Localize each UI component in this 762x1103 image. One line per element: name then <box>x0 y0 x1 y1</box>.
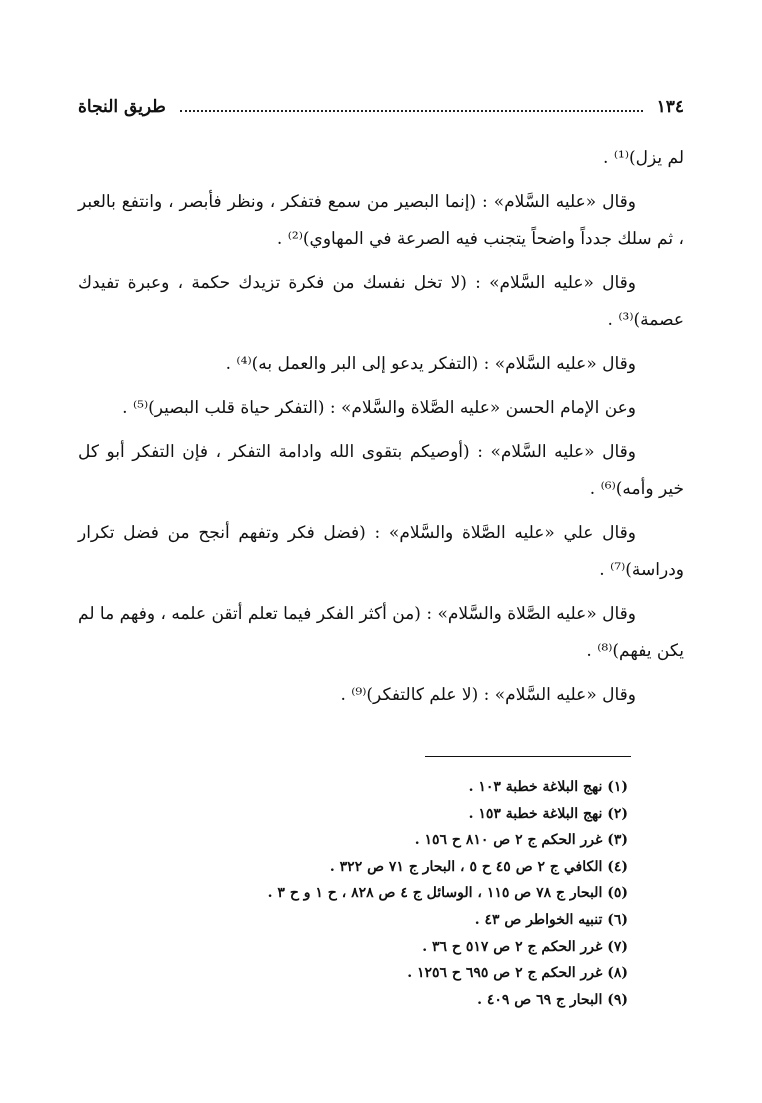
paragraph: لم يزل)⁽¹⁾ . <box>603 148 684 168</box>
header-dotted-leader <box>180 110 643 112</box>
page-number: ١٣٤ <box>656 97 684 117</box>
main-text <box>78 140 684 721</box>
paragraph: وقال «عليه السَّلام» : (لا علم كالتفكر)⁽⁹⁾ . <box>340 685 636 705</box>
paragraph: وقال «عليه السَّلام» : (التفكر يدعو إلى البر والعمل به)⁽⁴⁾ . <box>225 354 636 374</box>
paragraph: وقال «عليه السَّلام» : (أوصيكم بتقوى الله وادامة التفكر ، فإن التفكر أبو كل خير وأمه)⁽⁶⁾ . <box>78 442 684 499</box>
footnotes <box>78 774 684 1013</box>
footnote: (٣) غرر الحكم ج ٢ ص ٨١٠ ح ١٥٦ . <box>414 832 628 849</box>
footnote: (٩) البحار ج ٦٩ ص ٤٠٩ . <box>477 991 628 1008</box>
footnote: (٨) غرر الحكم ج ٢ ص ٦٩٥ ح ١٢٥٦ . <box>407 965 628 982</box>
paragraph: وقال علي «عليه الصَّلاة والسَّلام» : (فضل فكر وتفهم أنجح من فضل تكرار ودراسة)⁽⁷⁾ . <box>78 523 684 580</box>
footnote: (١) نهج البلاغة خطبة ١٠٣ . <box>468 779 628 795</box>
paragraph: وعن الإمام الحسن «عليه الصَّلاة والسَّلام» : (التفكر حياة قلب البصير)⁽⁵⁾ . <box>122 398 636 418</box>
footnote: (٢) نهج البلاغة خطبة ١٥٣ . <box>468 805 628 822</box>
footnote: (٤) الكافي ج ٢ ص ٤٥ ح ٥ ، البحار ج ٧١ ص ٣٢٢ . <box>329 858 628 875</box>
footnote-separator <box>425 756 631 757</box>
running-title: طريق النجاة <box>78 97 166 117</box>
footnote: (٥) البحار ج ٧٨ ص ١١٥ ، الوسائل ج ٤ ص ٨٢٨ ، ح ١ و ح ٣ . <box>267 885 628 902</box>
paragraph: وقال «عليه السَّلام» : (إنما البصير من سمع فتفكر ، ونظر فأبصر ، وانتفع بالعبر ، ثم سلك جدداً واضحاً يتجنب فيه الصرعة في المهاوي)⁽²⁾ . <box>78 192 684 249</box>
paragraph: وقال «عليه السَّلام» : (لا تخل نفسك من فكرة تزيدك حكمة ، وعبرة تفيدك عصمة)⁽³⁾ . <box>78 273 684 330</box>
footnote: (٧) غرر الحكم ج ٢ ص ٥١٧ ح ٣٦ . <box>422 938 628 955</box>
footnote: (٦) تنبيه الخواطر ص ٤٣ . <box>474 911 628 928</box>
paragraph: وقال «عليه الصَّلاة والسَّلام» : (من أكثر الفكر فيما تعلم أتقن علمه ، وفهم ما لم يكن يفهم)⁽⁸⁾ . <box>78 604 684 661</box>
page-header <box>78 92 684 122</box>
